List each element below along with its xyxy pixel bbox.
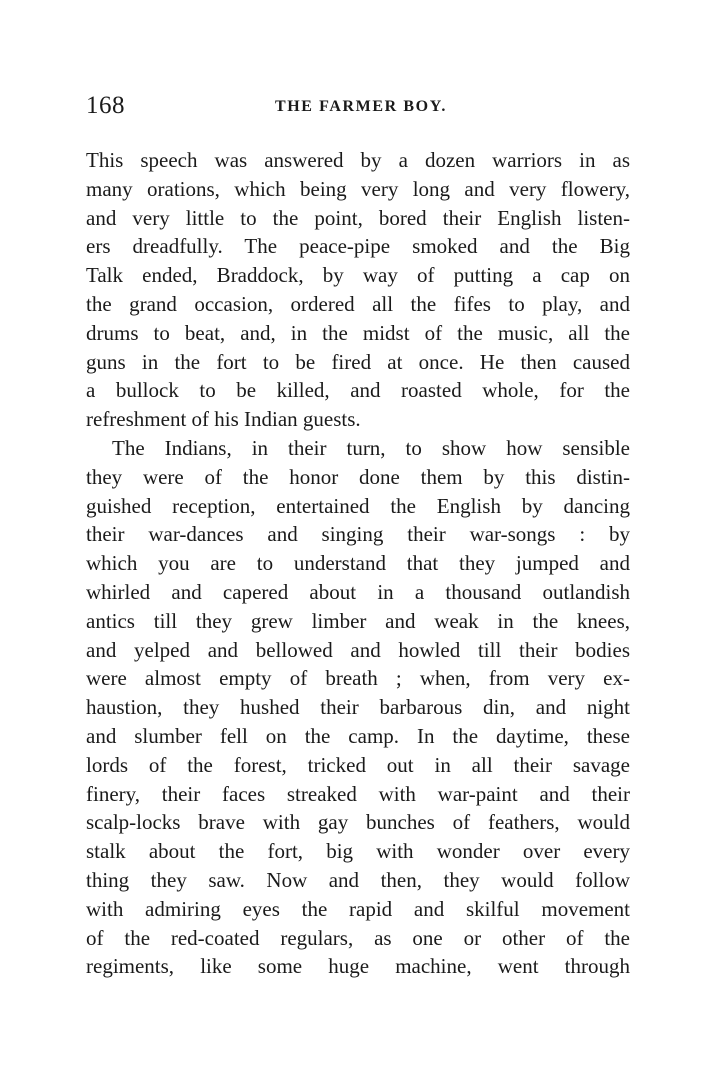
text-line: which you are to understand that they jumped and: [86, 551, 630, 576]
text-line: stalk about the fort, big with wonder over every: [86, 839, 630, 864]
text-line: a bullock to be killed, and roasted whole, for the: [86, 378, 630, 403]
body-text: [86, 146, 630, 981]
text-line: the grand occasion, ordered all the fifes to play, and: [86, 291, 630, 316]
page-number: 168: [86, 92, 125, 119]
paragraph-2: [86, 434, 630, 981]
text-line: lords of the forest, tricked out in all their savage: [86, 752, 630, 777]
paragraph-1: [86, 146, 630, 434]
text-line: many orations, which being very long and very flowery,: [86, 176, 630, 201]
text-line: Talk ended, Braddock, by way of putting a cap on: [86, 263, 630, 288]
text-line: of the red-coated regulars, as one or other of the: [86, 925, 630, 950]
text-line: scalp-locks brave with gay bunches of feathers, would: [86, 810, 630, 835]
text-line: regiments, like some huge machine, went through: [86, 954, 630, 979]
running-title: THE FARMER BOY.: [274, 98, 447, 115]
text-line: were almost empty of breath ; when, from very ex-: [86, 666, 630, 691]
text-line: and slumber fell on the camp. In the daytime, these: [86, 723, 630, 748]
text-line: thing they saw. Now and then, they would follow: [86, 867, 630, 892]
text-line: drums to beat, and, in the midst of the music, all the: [86, 320, 630, 345]
text-line: with admiring eyes the rapid and skilful movement: [86, 896, 630, 921]
text-line: they were of the honor done them by this distin-: [86, 464, 630, 489]
text-line: This speech was answered by a dozen warriors in as: [86, 148, 630, 172]
running-head: [86, 92, 630, 124]
text-line: and yelped and bellowed and howled till their bodies: [86, 637, 630, 662]
text-line: ers dreadfully. The peace-pipe smoked and the Big: [86, 234, 630, 259]
text-line: finery, their faces streaked with war-paint and their: [86, 781, 630, 806]
text-line: refreshment of his Indian guests.: [86, 407, 361, 432]
text-line: guished reception, entertained the English by dancing: [86, 493, 630, 518]
text-line: haustion, they hushed their barbarous din, and night: [86, 695, 630, 720]
text-line: antics till they grew limber and weak in the knees,: [86, 608, 630, 633]
text-line: whirled and capered about in a thousand outlandish: [86, 579, 630, 604]
text-line: The Indians, in their turn, to show how sensible: [112, 435, 630, 460]
text-line: their war-dances and singing their war-songs : by: [86, 522, 630, 547]
text-line: guns in the fort to be fired at once. He then caused: [86, 349, 630, 374]
text-line: and very little to the point, bored their English listen-: [86, 205, 630, 230]
